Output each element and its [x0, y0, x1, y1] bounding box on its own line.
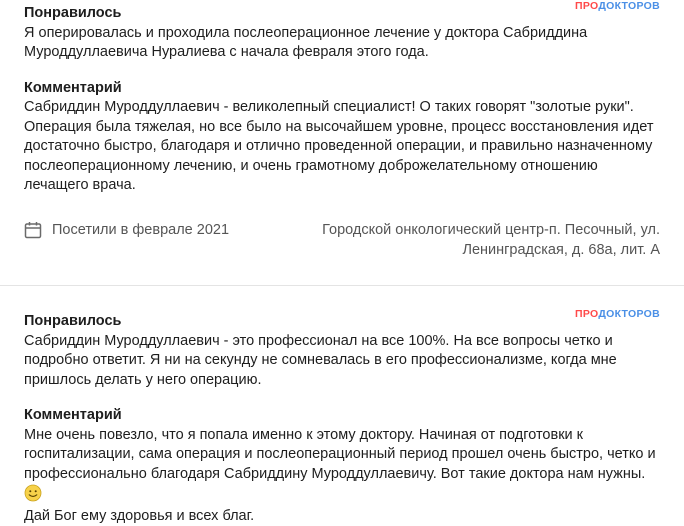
- clinic-address-link[interactable]: Городской онкологический центр-п. Песочный, ул. Ленинградская, д. 68а, лит. А: [310, 220, 660, 260]
- liked-heading: Понравилось: [24, 312, 660, 332]
- visit-date: [24, 220, 229, 240]
- smile-emoji-icon: [24, 484, 42, 502]
- prodoktorov-logo: ПРОДОКТОРОВ: [575, 0, 660, 12]
- liked-heading: Понравилось: [24, 4, 660, 24]
- comment-heading: Комментарий: [24, 406, 660, 426]
- review-card: [0, 286, 684, 526]
- comment-text: Мне очень повезло, что я попала именно к этому доктору. Начиная от подготовки к госпитализации, сама операция и послеоперационный период прошел очень быстро, четко и профессионально благодаря Сабриддину Муроддуллаевичу. Вот такие доктора нам нужны. Дай Бог ему здоровья и всех благ.: [24, 426, 660, 526]
- prodoktorov-logo: ПРОДОКТОРОВ: [575, 308, 660, 320]
- visit-text: Посетили в феврале 2021: [52, 220, 229, 240]
- liked-text: Сабриддин Муроддуллаевич - это профессионал на все 100%. На все вопросы четко и подробно ответит. Я ни на секунду не сомневалась в его профессионализме, когда мне пришлось делать у него операцию.: [24, 332, 660, 391]
- calendar-icon: [24, 221, 42, 239]
- comment-text: Сабриддин Муроддуллаевич - великолепный специалист! О таких говорят "золотые руки". Операция была тяжелая, но все было на высочайшем уровне, процесс восстановления идет достаточно быстро, благодаря и отлично проведенной операции, и правильно назначенному послеоперационному лечению, и очень грамотному доброжелательному отношению лечащего врача.: [24, 98, 660, 196]
- liked-text: Я оперировалась и проходила послеоперационное лечение у доктора Сабриддина Муроддуллаевича Нуралиева с начала февраля этого года.: [24, 24, 660, 63]
- review-meta: [24, 220, 660, 260]
- comment-heading: Комментарий: [24, 79, 660, 99]
